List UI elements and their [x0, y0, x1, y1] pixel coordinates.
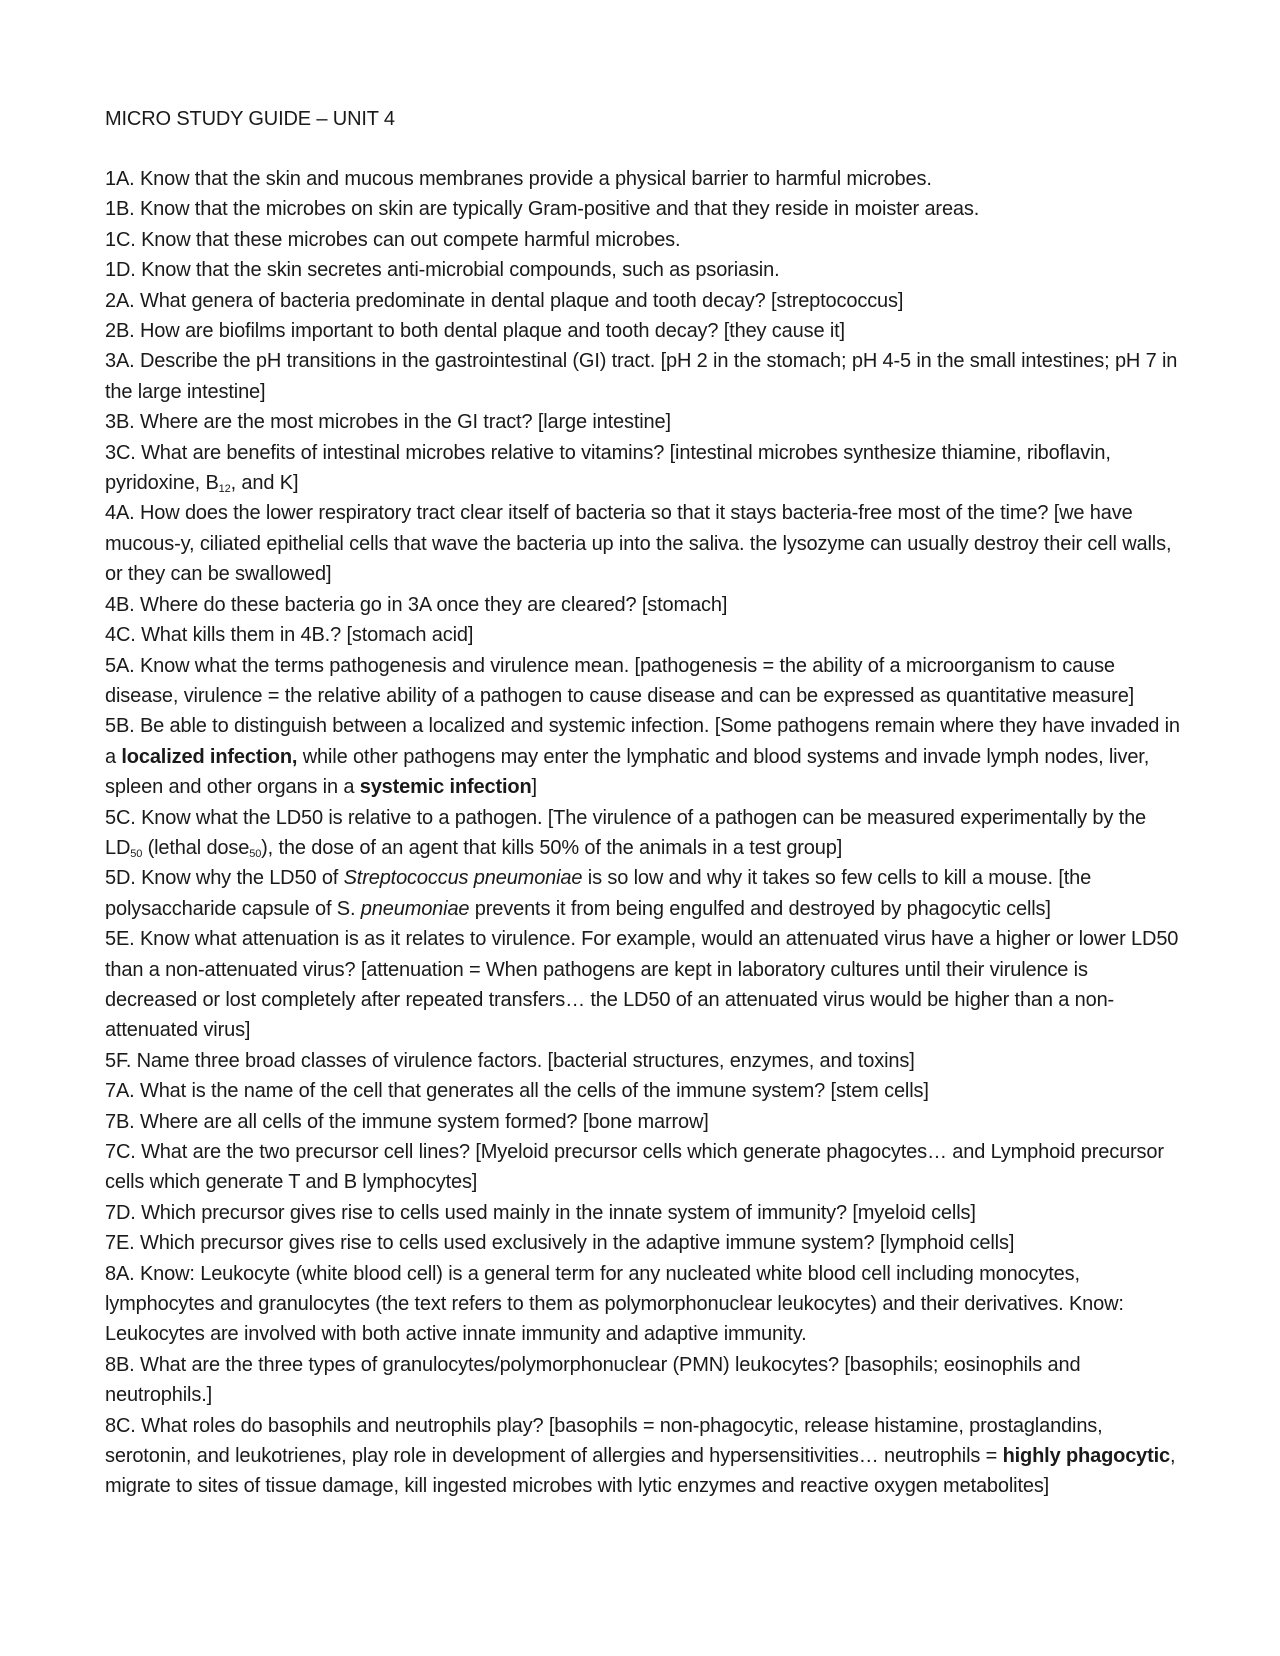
item-5c-subscript-2: 50: [249, 847, 262, 860]
item-1b: 1B. Know that the microbes on skin are typically Gram-positive and that they reside in moister areas.: [105, 198, 980, 221]
item-7c: 7C. What are the two precursor cell lines? [Myeloid precursor cells which generate phagocytes… and Lymphoid precursor cells which generate T and B lymphocytes]: [105, 1141, 1164, 1194]
item-5b-text-end: ]: [531, 776, 537, 799]
item-5d-text-end: prevents it from being engulfed and destroyed by phagocytic cells]: [469, 897, 1051, 920]
item-5b: [105, 711, 1185, 802]
item-5d-italic-species: Streptococcus pneumoniae: [343, 867, 583, 890]
item-5c-text-mid: (lethal dose: [142, 836, 250, 859]
item-1d: 1D. Know that the skin secretes anti-microbial compounds, such as psoriasin.: [105, 259, 780, 282]
item-5b-bold-localized: localized infection,: [121, 745, 298, 768]
item-2b: 2B. How are biofilms important to both dental plaque and tooth decay? [they cause it]: [105, 320, 845, 343]
item-3b: 3B. Where are the most microbes in the GI tract? [large intestine]: [105, 411, 671, 434]
item-5b-bold-systemic: systemic infection: [359, 776, 532, 799]
item-7b: 7B. Where are all cells of the immune system formed? [bone marrow]: [105, 1110, 709, 1133]
item-8b: 8B. What are the three types of granulocytes/polymorphonuclear (PMN) leukocytes? [basophils; eosinophils and neutrophils.]: [105, 1353, 1081, 1407]
document-page: [105, 104, 1185, 1502]
item-4b: 4B. Where do these bacteria go in 3A once they are cleared? [stomach]: [105, 593, 728, 616]
item-1c: 1C. Know that these microbes can out compete harmful microbes.: [105, 228, 681, 251]
item-8c-text: 8C. What roles do basophils and neutrophils play? [basophils = non-phagocytic, release histamine, prostaglandins, serotonin, and leukotrienes, play role in development of allergies and hypersensitivities… neutrophils =: [105, 1414, 1103, 1468]
item-5d-text: 5D. Know why the LD50 of: [105, 867, 344, 890]
item-5a: 5A. Know what the terms pathogenesis and virulence mean. [pathogenesis = the ability of a microorganism to cause disease, virulence = the relative ability of a pathogen to cause disease and can be expressed as quantitative measure]: [105, 654, 1135, 707]
item-7d: 7D. Which precursor gives rise to cells used mainly in the innate system of immunity? [myeloid cells]: [105, 1201, 976, 1224]
item-8c-bold-phagocytic: highly phagocytic: [1002, 1445, 1171, 1468]
item-5c-text: 5C. Know what the LD50 is relative to a pathogen. [The virulence of a pathogen can be measured experimentally by the LD: [105, 806, 1147, 859]
item-5b-text-mid: while other pathogens may enter the lymphatic and blood systems and invade lymph nodes, liver, spleen and other organs in a: [105, 745, 1150, 799]
item-5d-text-mid: is so low and why it takes so few cells to kill a mouse. [the polysaccharide capsule of S.: [105, 867, 1092, 920]
item-5d-italic-pneumoniae: pneumoniae: [360, 897, 470, 920]
item-2a: 2A. What genera of bacteria predominate in dental plaque and tooth decay? [streptococcus]: [105, 289, 904, 312]
item-5b-text: 5B. Be able to distinguish between a localized and systemic infection. [Some pathogens remain where they have invaded in a: [105, 715, 1180, 768]
item-1a: 1A. Know that the skin and mucous membranes provide a physical barrier to harmful microbes.: [105, 168, 932, 190]
item-5c: [105, 803, 1185, 864]
study-guide-list: [105, 164, 1185, 1502]
item-5d: [105, 863, 1185, 924]
item-4a: 4A. How does the lower respiratory tract clear itself of bacteria so that it stays bacteria-free most of the time? [we have mucous-y, ciliated epithelial cells that wave the bacteria up into the saliva. the lysozyme can usually destroy their cell walls, or they can be swallowed]: [105, 502, 1172, 586]
item-8c: [105, 1411, 1185, 1502]
item-5c-text-end: ), the dose of an agent that kills 50% of the animals in a test group]: [261, 836, 843, 859]
item-3c-subscript: 12: [218, 483, 231, 496]
item-8a: 8A. Know: Leukocyte (white blood cell) is a general term for any nucleated white blood cell including monocytes, lymphocytes and granulocytes (the text refers to them as polymorphonuclear leukocytes) and their derivatives. Know: Leukocytes are involved with both active innate immunity and adaptive immunity.: [105, 1262, 1124, 1346]
item-5c-subscript-1: 50: [130, 847, 143, 860]
item-3c-text: 3C. What are benefits of intestinal microbes relative to vitamins? [intestinal microbes synthesize thiamine, riboflavin, pyridoxine, B: [105, 441, 1111, 495]
item-5f: 5F. Name three broad classes of virulence factors. [bacterial structures, enzymes, and toxins]: [105, 1049, 915, 1072]
item-3c: [105, 438, 1185, 499]
item-3a: 3A. Describe the pH transitions in the gastrointestinal (GI) tract. [pH 2 in the stomach; pH 4-5 in the small intestines; pH 7 in the large intestine]: [105, 350, 1178, 403]
item-7e: 7E. Which precursor gives rise to cells used exclusively in the adaptive immune system? [lymphoid cells]: [105, 1232, 1015, 1255]
item-8c-text-end: , migrate to sites of tissue damage, kill ingested microbes with lytic enzymes and reactive oxygen metabolites]: [105, 1445, 1176, 1498]
item-5e: 5E. Know what attenuation is as it relates to virulence. For example, would an attenuated virus have a higher or lower LD50 than a non-attenuated virus? [attenuation = When pathogens are kept in laboratory cultures until their virulence is decreased or lost completely after repeated transfers… the LD50 of an attenuated virus would be higher than a non-attenuated virus]: [105, 928, 1179, 1042]
document-title: MICRO STUDY GUIDE – UNIT 4: [105, 108, 395, 130]
item-7a: 7A. What is the name of the cell that generates all the cells of the immune system? [stem cells]: [105, 1080, 929, 1103]
item-4c: 4C. What kills them in 4B.? [stomach acid]: [105, 624, 474, 647]
item-3c-text-end: , and K]: [230, 472, 299, 495]
